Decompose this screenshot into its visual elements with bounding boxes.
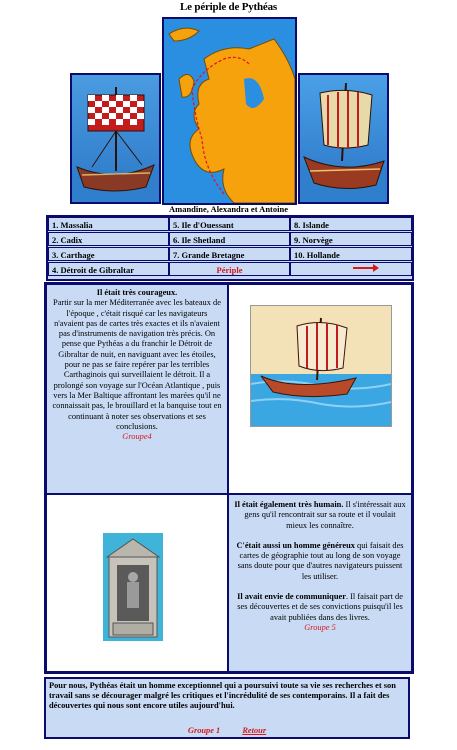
panel-humain <box>228 494 412 672</box>
legend-item: 10. Hollande <box>290 247 412 261</box>
panel-statue-picture <box>46 494 228 672</box>
panel-communiquer-heading: Il avait envie de communiquer <box>237 592 346 602</box>
legend-item: 8. Islande <box>290 217 412 231</box>
route-arrow-icon <box>353 267 377 269</box>
legend-item: 3. Carthage <box>48 247 169 261</box>
ship-image-right <box>298 73 389 204</box>
panel-ship-picture <box>228 284 412 494</box>
group-label: Groupe 1 <box>187 725 221 735</box>
legend-item: 9. Norvège <box>290 232 412 246</box>
ship-image-left <box>70 73 161 204</box>
group-label: Groupe4 <box>122 432 152 442</box>
return-link[interactable]: Retour <box>242 725 267 735</box>
panel-humain-heading: Il était également très humain. <box>234 500 344 509</box>
ship-icon <box>72 75 159 202</box>
legend-table <box>46 215 414 281</box>
statue-image <box>103 533 163 641</box>
statue-icon <box>103 533 163 641</box>
legend-item: 5. Ile d'Ouessant <box>169 217 290 231</box>
ship-painting-image <box>250 305 392 427</box>
ship-icon <box>251 306 391 426</box>
content-grid <box>44 282 414 674</box>
panel-humain-text: Il s'intéressait aux gens qu'il rencontrait sur sa route et il voulait mieux les connaître. <box>244 500 406 530</box>
ship-icon <box>300 75 387 202</box>
legend-item: 2. Cadix <box>48 232 169 246</box>
panel-genereux-text: qui faisait des cartes de géographie tout au long de son voyage sans doute pour que d'autres navigateurs puissent les utiliser. <box>237 540 404 581</box>
group-label: Groupe 5 <box>304 622 336 632</box>
panel-genereux-heading: C'était aussi un homme généreux <box>236 540 355 550</box>
legend-item: 4. Détroit de Gibraltar <box>48 262 169 276</box>
panel-communiquer-text: . Il faisait part de ses découvertes et de ses convictions puisqu'il les avait publiées dans des livres. <box>237 592 403 622</box>
legend-item: 6. Ile Shetland <box>169 232 290 246</box>
authors-caption: Amandine, Alexandra et Antoine <box>168 204 288 214</box>
map-icon <box>164 19 295 203</box>
conclusion-box <box>44 677 410 739</box>
legend-arrow-cell <box>290 262 412 276</box>
panel-courage-body: Partir sur la mer Méditerranée avec les bateaux de l'époque , c'était risqué car les navigateurs n'avaient pas de cartes très exactes et ils n'avaient pas d'instruments de navigation très précis. On pense que Pythéas a du franchir le Détroit de Gibraltar de nuit, en naviguant avec les étoiles, pour ne pas se faire repérer par les terribles Carthaginois qui surveillaient le détroit. Il a prolongé son voyage sur l'Océan Atlantique , puis vers la Mer Baltique affrontant les marées qu'il ne connaissait pas, le brouillard et la banquise tout en continuant à noter ses observations et ses conclusions. <box>52 298 222 431</box>
conclusion-text: Pour nous, Pythéas était un homme exceptionnel qui a poursuivi toute sa vie ses recherches et son travail sans se décourager malgré les critiques et l'incrédulité de ses contemporains. Il a fait des découvertes qui nous sont encore utiles aujourd'hui. <box>49 681 396 711</box>
europe-map-image <box>162 17 297 205</box>
legend-item: 7. Grande Bretagne <box>169 247 290 261</box>
page-title: Le périple de Pythéas <box>180 1 277 13</box>
legend-periple-label: Périple <box>169 262 290 276</box>
panel-courage <box>46 284 228 494</box>
legend-item: 1. Massalia <box>48 217 169 231</box>
panel-courage-heading: Il était très courageux. <box>96 288 178 297</box>
